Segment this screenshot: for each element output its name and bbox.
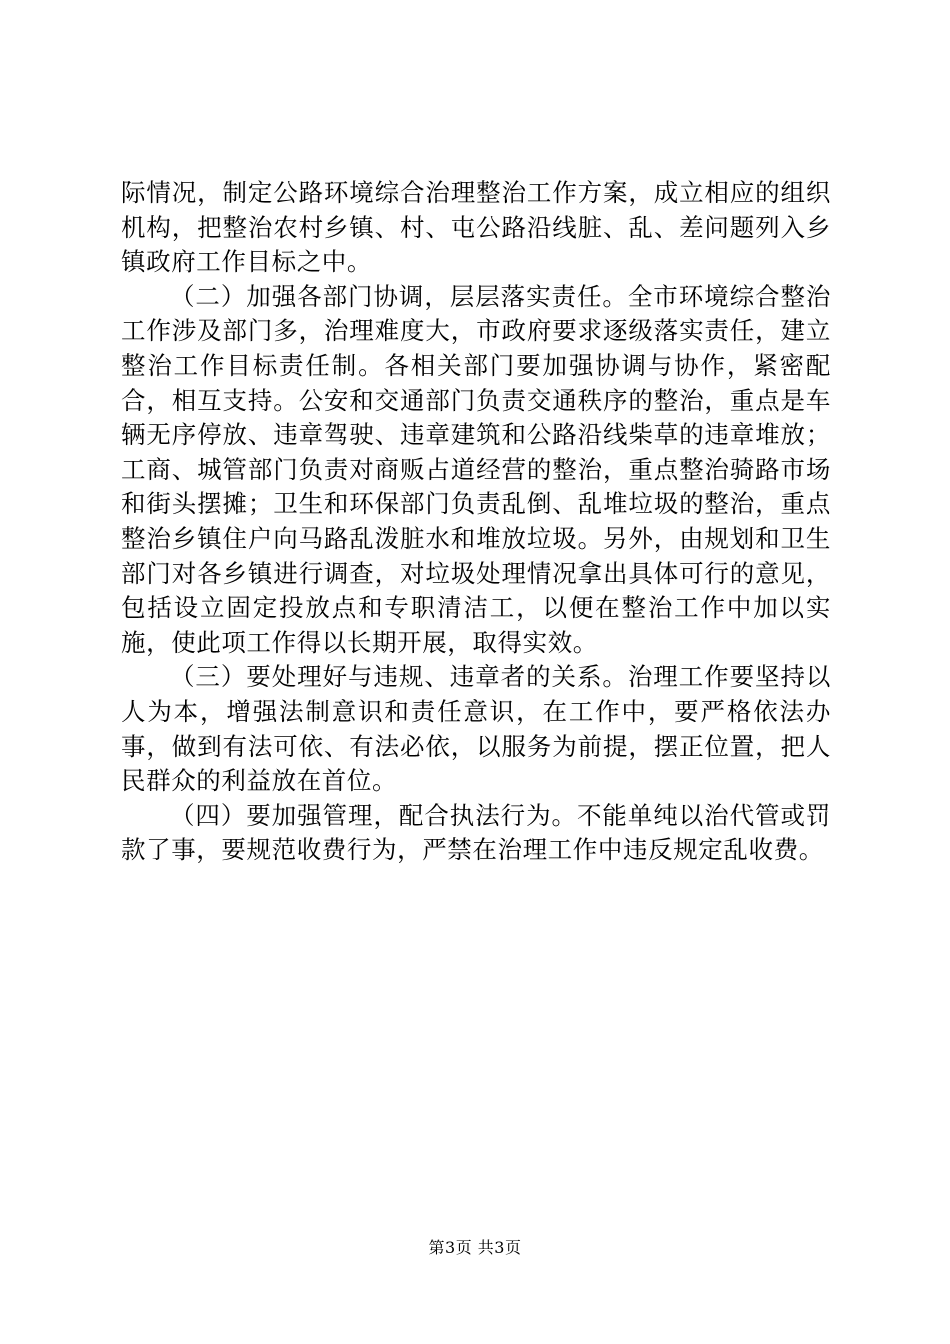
paragraph-continuation: 际情况，制定公路环境综合治理整治工作方案，成立相应的组织机构，把整治农村乡镇、村、屯公路沿线脏、乱、差问题列入乡镇政府工作目标之中。 (121, 178, 831, 277)
document-body (121, 176, 831, 868)
paragraph-section-4: （四）要加强管理，配合执法行为。不能单纯以治代管或罚款了事，要规范收费行为，严禁在治理工作中违反规定乱收费。 (121, 800, 831, 865)
paragraph-section-3: （三）要处理好与违规、违章者的关系。治理工作要坚持以人为本，增强法制意识和责任意识，在工作中，要严格依法办事，做到有法可依、有法必依，以服务为前提，摆正位置，把人民群众的利益放在首位。 (121, 662, 831, 796)
paragraph-section-2: （二）加强各部门协调，层层落实责任。全市环境综合整治工作涉及部门多，治理难度大，市政府要求逐级落实责任，建立整治工作目标责任制。各相关部门要加强协调与协作，紧密配合，相互支持。公安和交通部门负责交通秩序的整治，重点是车辆无序停放、违章驾驶、违章建筑和公路沿线柴草的违章堆放；工商、城管部门负责对商贩占道经营的整治，重点整治骑路市场和街头摆摊；卫生和环保部门负责乱倒、乱堆垃圾的整治，重点整治乡镇住户向马路乱泼脏水和堆放垃圾。另外，由规划和卫生部门对各乡镇进行调查，对垃圾处理情况拿出具体可行的意见，包括设立固定投放点和专职清洁工，以便在整治工作中加以实施，使此项工作得以长期开展，取得实效。 (121, 281, 831, 657)
page-number-footer: 第3页 共3页 (428, 1238, 522, 1257)
